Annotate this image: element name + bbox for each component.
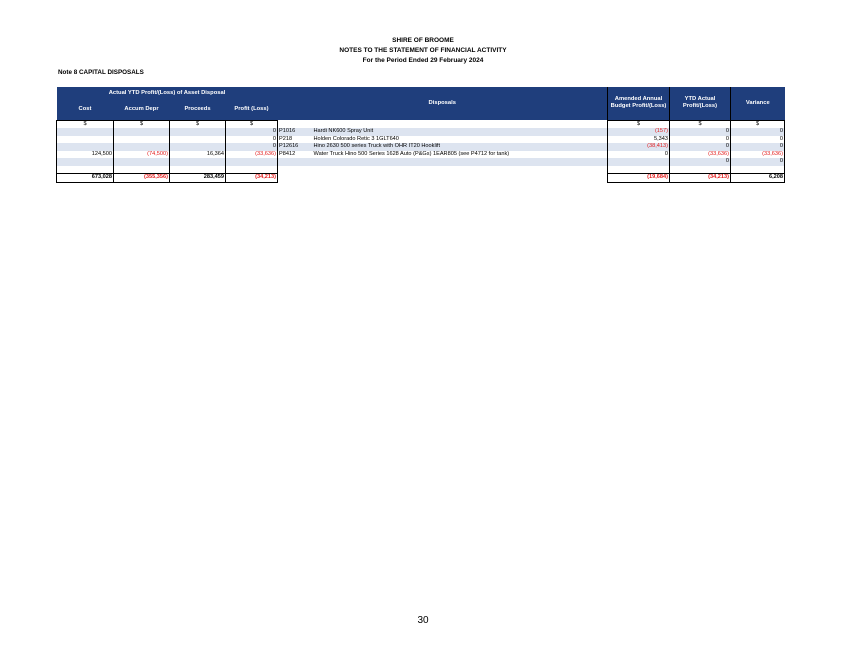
cell-ytd: 0	[670, 143, 731, 151]
report-period: For the Period Ended 29 February 2024	[362, 57, 484, 64]
cell-cost	[57, 136, 114, 144]
header-cost: Cost	[57, 99, 114, 120]
currency-symbol: $	[114, 120, 170, 128]
cell-asset-code	[278, 158, 313, 166]
cell-ytd: (33,636)	[670, 151, 731, 159]
header-proceeds: Proceeds	[170, 99, 226, 120]
cell-proceeds	[170, 143, 226, 151]
cell-proceeds	[170, 158, 226, 166]
page-number: 30	[417, 615, 429, 626]
cell-variance: 0	[731, 143, 785, 151]
table-row	[57, 143, 785, 151]
cell-cost	[57, 143, 114, 151]
cell-accum-depr: (74,500)	[114, 151, 170, 159]
cell-cost	[57, 158, 114, 166]
cell-asset-code: P12616	[279, 143, 299, 149]
cell-asset-description: Holden Colorado Retic 3 1GLT640	[313, 135, 399, 142]
currency-symbol: $	[670, 120, 731, 128]
cell-proceeds: 16,364	[170, 151, 226, 159]
cell-budget: (38,413)	[608, 143, 670, 151]
total-ytd: (34,213)	[670, 174, 731, 183]
cell-variance: 0	[731, 158, 785, 166]
total-accum-depr: (355,356)	[114, 174, 170, 183]
currency-row	[57, 120, 785, 128]
total-cost: 673,028	[57, 174, 114, 183]
total-proceeds: 283,459	[170, 174, 226, 183]
totals-row	[57, 174, 785, 183]
cell-accum-depr	[114, 128, 170, 136]
currency-symbol: $	[170, 120, 226, 128]
cell-cost: 124,500	[57, 151, 114, 159]
cell-profit: 0	[226, 136, 278, 144]
cell-asset-description: Hardi NK600 Spray Unit	[313, 128, 374, 134]
spacer-row	[57, 166, 785, 174]
cell-budget: 0	[608, 151, 670, 159]
cell-variance: 0	[731, 128, 785, 136]
cell-ytd: 0	[670, 128, 731, 136]
table-row	[57, 136, 785, 144]
capital-disposals-table	[56, 87, 785, 183]
cell-variance: 0	[731, 136, 785, 144]
cell-profit: 0	[226, 128, 278, 136]
cell-profit	[226, 158, 278, 166]
cell-proceeds	[170, 136, 226, 144]
cell-budget: (157)	[608, 128, 670, 136]
currency-symbol: $	[226, 120, 278, 128]
header-accum-depr: Accum Depr	[114, 99, 170, 120]
header-budget: Amended Annual Budget Profit/(Loss)	[608, 87, 670, 120]
cell-proceeds	[170, 128, 226, 136]
header-profit: Profit (Loss)	[226, 99, 278, 120]
currency-symbol: $	[57, 120, 114, 128]
cell-ytd: 0	[670, 158, 731, 166]
cell-asset-code: P8412	[279, 150, 296, 157]
cell-accum-depr	[114, 158, 170, 166]
cell-cost	[57, 128, 114, 136]
cell-asset-code: P1016	[279, 128, 296, 134]
cell-budget	[608, 158, 670, 166]
cell-profit: (33,636)	[226, 151, 278, 159]
cell-variance: (33,636)	[731, 151, 785, 159]
cell-accum-depr	[114, 143, 170, 151]
table-row	[57, 151, 785, 159]
total-profit: (34,213)	[226, 174, 278, 183]
header-ytd: YTD Actual Profit/(Loss)	[670, 87, 731, 120]
table-row	[57, 128, 785, 136]
cell-profit: 0	[226, 143, 278, 151]
cell-ytd: 0	[670, 136, 731, 144]
organisation-title: SHIRE OF BROOME	[392, 37, 454, 44]
header-variance: Variance	[731, 87, 785, 120]
cell-asset-description: Water Truck Hino 500 Series 1628 Auto (P&Gs) 1EAR805 (see P4712 for tank)	[313, 150, 510, 157]
total-budget: (19,684)	[608, 174, 670, 183]
header-disposals: Disposals	[278, 87, 608, 120]
currency-symbol: $	[608, 120, 670, 128]
group-header: Actual YTD Profit/(Loss) of Asset Disposal	[57, 87, 278, 99]
total-variance: 6,208	[731, 174, 785, 183]
currency-symbol: $	[731, 120, 785, 128]
table-row	[57, 158, 785, 166]
report-title: NOTES TO THE STATEMENT OF FINANCIAL ACTIVITY	[339, 47, 507, 54]
cell-asset-code: P218	[279, 135, 293, 142]
cell-asset-description	[313, 158, 608, 166]
note-title: Note 8 CAPITAL DISPOSALS	[58, 69, 144, 76]
cell-accum-depr	[114, 136, 170, 144]
cell-asset-description: Hino 2630 500 series Truck with OHR IT20 Hooklift	[313, 143, 441, 149]
cell-budget: 5,343	[608, 136, 670, 144]
